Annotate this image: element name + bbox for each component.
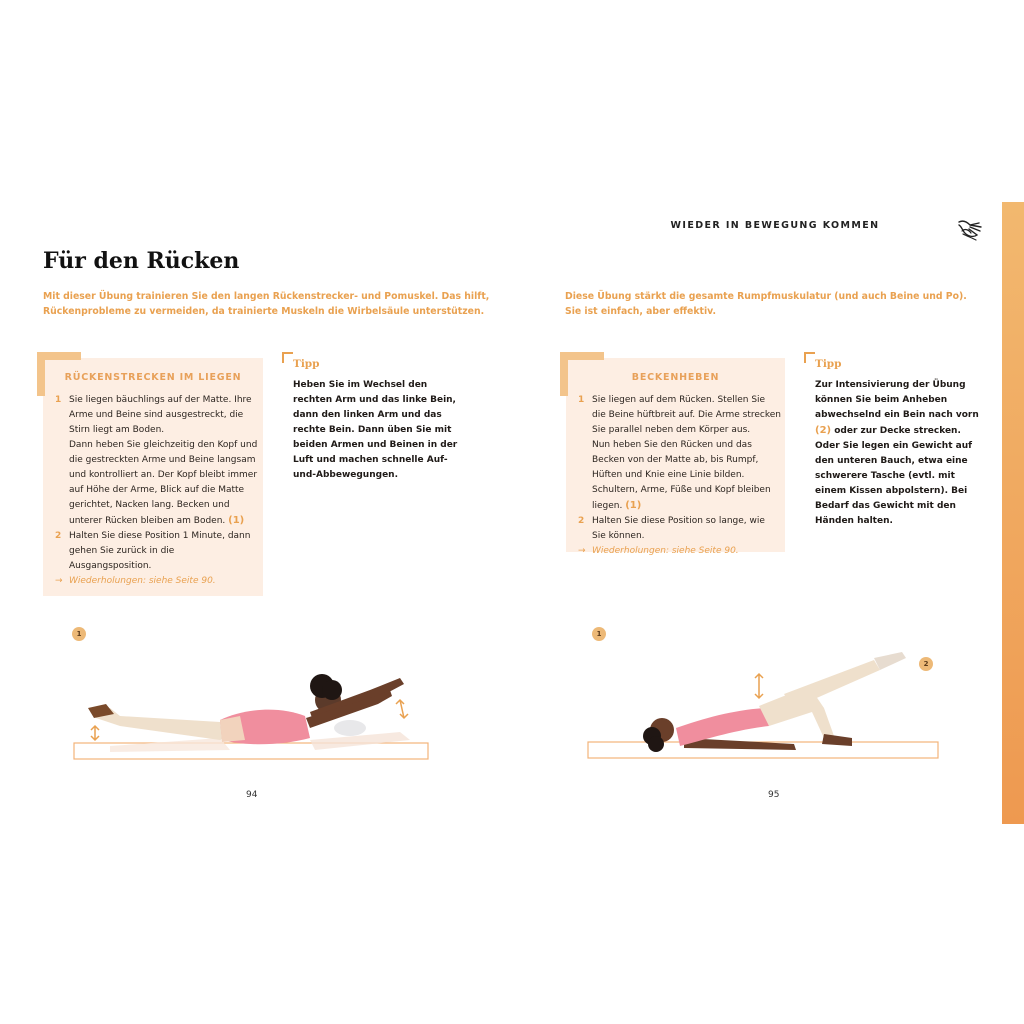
repetitions-text: Wiederholungen: siehe Seite 90. [69,576,216,586]
illustration-back-extension [70,660,440,770]
tip-label: Tipp [815,358,842,370]
step-1-continued [53,438,258,529]
page-title: Für den Rücken [43,248,240,274]
page-number: 94 [246,790,258,800]
illustration-pelvic-lift [584,648,944,768]
step-number: 1 [55,395,62,405]
step-text: Halten Sie diese Position 1 Minute, dann gehen Sie zurück in die Ausgangsposition. [69,531,251,571]
tip-text: Heben Sie im Wechsel den rechten Arm und das linke Bein, dann den linken Arm und das rechte Bein. Dann üben Sie mit beiden Armen und Beinen in der Luft und machen schnelle Auf-und-Abbewegungen. [293,380,458,480]
page-edge-tab [1002,202,1024,824]
step-1-continued [576,438,781,514]
tip-label: Tipp [293,358,320,370]
step-text: Nun heben Sie den Rücken und das Becken von der Matte ab, bis Rumpf, Hüften und Knie eine Linie bilden. Schultern, Arme, Füße und Kopf bleiben liegen. [592,440,771,511]
step-2 [576,514,781,544]
exercise-steps [53,393,258,589]
step-text: Dann heben Sie gleichzeitig den Kopf und die gestreckten Arme und Beine langsam und kontrolliert an. Der Kopf bleibt immer auf Höhe der Arme, Blick auf die Matte gerichtet, Nacken lang. Becken und unterer Rücken bleiben am Boden. [69,440,258,526]
exercise-title: RÜCKENSTRECKEN IM LIEGEN [64,372,242,383]
intro-text-right: Diese Übung stärkt die gesamte Rumpfmuskulatur (und auch Beine und Po). Sie ist einfach, aber effektiv. [565,291,967,317]
exercise-title: BECKENHEBEN [631,372,720,383]
intro-text-left: Mit dieser Übung trainieren Sie den langen Rückenstrecker- und Pomuskel. Das hilft, Rückenprobleme zu vermeiden, da trainierte Muskeln die Wirbelsäule unterstützen. [43,291,490,317]
arrow-right-icon: → [55,576,63,586]
tip-corner-decoration [804,352,815,363]
step-text: Sie liegen auf dem Rücken. Stellen Sie die Beine hüftbreit auf. Die Arme strecken Sie parallel neben dem Körper aus. [592,395,781,435]
figure-marker: (1) [625,500,642,511]
running-header: WIEDER IN BEWEGUNG KOMMEN [670,220,880,231]
step-number: 2 [55,531,62,541]
figure-badge: 1 [592,627,606,641]
figure-badge: 1 [72,627,86,641]
tip-corner-decoration [282,352,293,363]
arrow-right-icon: → [578,546,586,556]
repetitions-text: Wiederholungen: siehe Seite 90. [592,546,739,556]
figure-badge: 2 [919,657,933,671]
tip-text-part: Zur Intensivierung der Übung können Sie beim Anheben abwechselnd ein Bein nach vorn [815,380,979,420]
exercise-box-left [43,358,263,596]
step-number: 2 [578,516,585,526]
repetitions-note [53,574,258,589]
hand-stretch-icon [955,210,989,244]
step-1 [576,393,781,438]
page-number: 95 [768,790,780,800]
exercise-box-right [566,358,785,556]
figure-marker: (2) [815,425,832,436]
tip-text [815,378,985,529]
step-text: Sie liegen bäuchlings auf der Matte. Ihre Arme und Beine sind ausgestreckt, die Stirn liegt am Boden. [69,395,252,435]
repetitions-note [576,544,781,559]
step-2 [53,529,258,574]
step-number: 1 [578,395,585,405]
tip-text-part: oder zur Decke strecken. Oder Sie legen ein Gewicht auf den unteren Bauch, etwa eine schwerere Tasche (evtl. mit einem Kissen abpolstern). Bei Bedarf das Gewicht mit den Händen halten. [815,426,973,526]
exercise-steps [576,393,781,559]
step-text: Halten Sie diese Position so lange, wie Sie können. [592,516,765,541]
step-1 [53,393,258,438]
figure-marker: (1) [228,515,245,526]
